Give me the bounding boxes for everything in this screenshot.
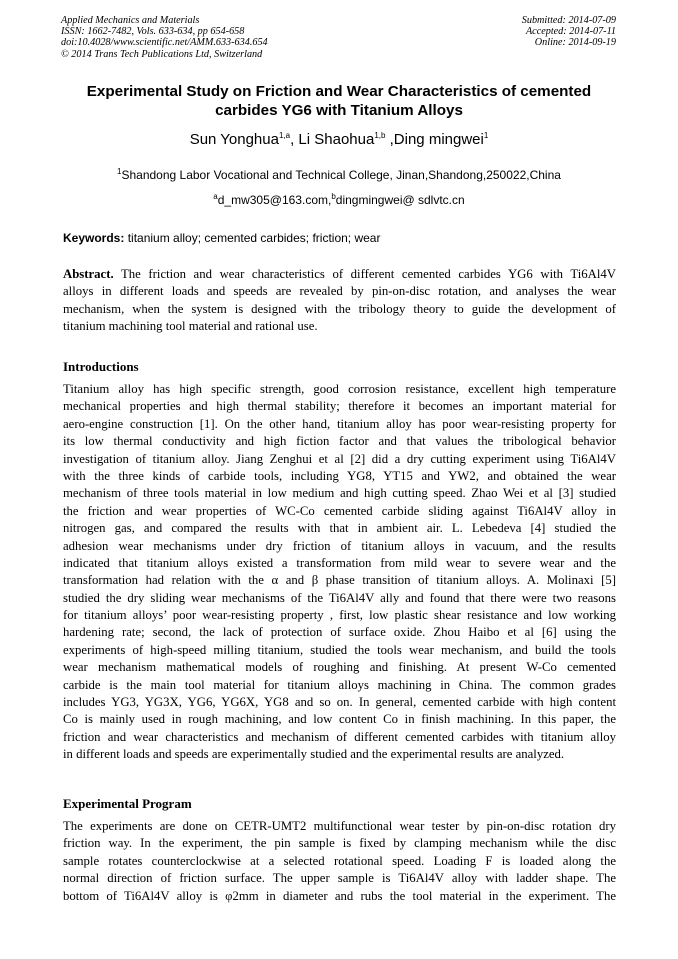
experimental-program-body: [63, 818, 616, 905]
keywords-text: titanium alloy; cemented carbides; friction; wear: [124, 231, 381, 245]
intro-line: the friction and wear properties of WC-Co cemented carbide sliding against Ti6Al4V alloy in: [63, 503, 616, 518]
affiliation-sup: 1: [117, 167, 122, 176]
intro-line: transformation had relation with the α and β phase transition of titanium alloys. A. Molinaxi [5]: [63, 573, 616, 588]
intro-line: indicated that titanium alloys existed a transformation from mild wear to severe wear and the: [63, 555, 616, 570]
intro-line: Titanium alloy has high specific strength, good corrosion resistance, excellent high temperature: [63, 382, 616, 396]
submitted-date: Submitted: 2014-07-09: [521, 15, 616, 26]
copyright-line: © 2014 Trans Tech Publications Ltd, Switzerland: [61, 48, 263, 60]
author-2-sup: 1,b: [374, 131, 386, 140]
intro-line: nitrogen gas, and compared the results with that in ambient air. L. Lebedeva [4] studied the: [63, 521, 616, 536]
affiliation: [40, 168, 638, 183]
online-date: Online: 2014-09-19: [534, 37, 616, 49]
experimental-line: friction way. In the experiment, the pin sample is fixed by clamping mechanism while the disc: [63, 836, 616, 851]
abstract-label: Abstract.: [63, 267, 114, 281]
intro-line: includes YG3, YG3X, YG6, YG6X, YG8 and so on. In general, cemented carbide with high content: [63, 695, 616, 710]
intro-line: Co is mainly used in rough machining, and low content Co in finish machining. In this paper, the: [63, 712, 616, 727]
paper-title: [40, 82, 638, 120]
accepted-date: Accepted: 2014-07-11: [525, 26, 616, 38]
experimental-line: bottom of Ti6Al4V alloy is φ2mm in diameter and rubs the tool material in the experiment. The: [63, 888, 616, 903]
experimental-program-heading: Experimental Program: [63, 796, 192, 811]
experimental-line: normal direction of friction surface. The upper sample is Ti6Al4V alloy with ladder shape. The: [63, 871, 616, 886]
journal-name: Applied Mechanics and Materials: [61, 15, 200, 26]
intro-line: for titanium alloys’ poor wear-resisting property , first, low plastic shear resistance and low working: [63, 608, 616, 623]
introductions-heading: Introductions: [63, 359, 139, 374]
author-1-sup: 1,a: [278, 131, 291, 140]
author-emails: [40, 193, 638, 208]
issn-line: ISSN: 1662-7482, Vols. 633-634, pp 654-658: [61, 26, 245, 38]
abstract-line-text: The friction and wear characteristics of different cemented carbides YG6 with Ti6Al4V: [113, 267, 616, 281]
title-line-1: Experimental Study on Friction and Wear Characteristics of cemented: [86, 83, 592, 100]
author-list: [40, 131, 638, 149]
experimental-line: sample rotates counterclockwise at a selected rotational speed. Loading F is loaded along the: [63, 853, 616, 868]
intro-line: in different loads and speeds are experimentally studied and the experimental results are analyzed.: [63, 747, 565, 762]
author-3: ,Ding mingwei: [385, 131, 484, 148]
intro-line: studied the dry sliding wear mechanisms of the Ti6Al4V ally and found that there were two reasons: [63, 590, 616, 605]
intro-line: hardening rate; second, the lack of protection of surface oxide. Zhou Haibo et al [6] using the: [63, 625, 616, 640]
email-b-sup: b: [331, 192, 336, 201]
intro-line: carbide is the main tool material for titanium alloys machining in China. The common grades: [63, 677, 616, 692]
title-line-2: carbides YG6 with Titanium Alloys: [215, 102, 463, 119]
publication-dates: [522, 15, 616, 49]
email-a: d_mw305@163.com,: [217, 193, 332, 207]
keywords: [63, 231, 617, 246]
abstract-line: alloys in different loads and speeds are revealed by pin-on-disc rotation, and analyses the wear: [63, 284, 616, 299]
intro-line: friction and wear characteristics and mechanism of different cemented carbides with titanium alloy: [63, 729, 616, 744]
introductions-body: [63, 381, 616, 764]
intro-line: experiments of high-speed milling titanium, studied the tools wear mechanism, and build the tools: [63, 642, 616, 657]
abstract: [63, 266, 616, 336]
author-3-sup: 1: [483, 131, 489, 140]
intro-line: wear mechanism mathematical models of roughing and finishing. At present W-Co cemented: [63, 660, 616, 675]
author-1: Sun Yonghua: [189, 131, 279, 148]
doi-line: doi:10.4028/www.scientific.net/AMM.633-634.654: [61, 37, 268, 49]
intro-line: investigation of titanium alloy. Jiang Zenghui et al [2] did a dry cutting experiment using Ti6Al4V: [63, 451, 616, 466]
intro-line: mechanism of three tools material in low medium and high cutting speed. Zhao Wei et al [3] studied: [63, 486, 616, 501]
keywords-label: Keywords:: [63, 231, 125, 245]
email-a-sup: a: [213, 192, 218, 201]
intro-line: its low thermal conductivity and high fiction factor and that values the tribological behavior: [63, 434, 616, 449]
intro-line: adhesion wear mechanisms under dry friction of titanium alloys in vacuum, and the results: [63, 538, 616, 553]
abstract-line: [63, 266, 616, 283]
intro-line: mechanical properties and high thermal stability; therefore it becomes an important material for: [63, 399, 616, 414]
affiliation-text: Shandong Labor Vocational and Technical College, Jinan,Shandong,250022,China: [121, 168, 561, 182]
abstract-line: titanium machining tool material and rational use.: [63, 319, 318, 334]
journal-info: [61, 15, 268, 60]
experimental-line: The experiments are done on CETR-UMT2 multifunctional wear tester by pin-on-disc rotation dry: [63, 819, 616, 833]
author-2: , Li Shaohua: [290, 131, 375, 148]
intro-line: aero-engine construction [1]. On the other hand, titanium alloy has poor wear-resisting property for: [63, 416, 616, 431]
abstract-line: mechanism, when the system is designed with the tribology theory to guide the development of: [63, 301, 616, 316]
email-b: dingmingwei@ sdlvtc.cn: [335, 193, 465, 207]
intro-line: with the three kinds of carbide tools, including YG8, YT15 and YW2, and obtained the wear: [63, 468, 616, 483]
